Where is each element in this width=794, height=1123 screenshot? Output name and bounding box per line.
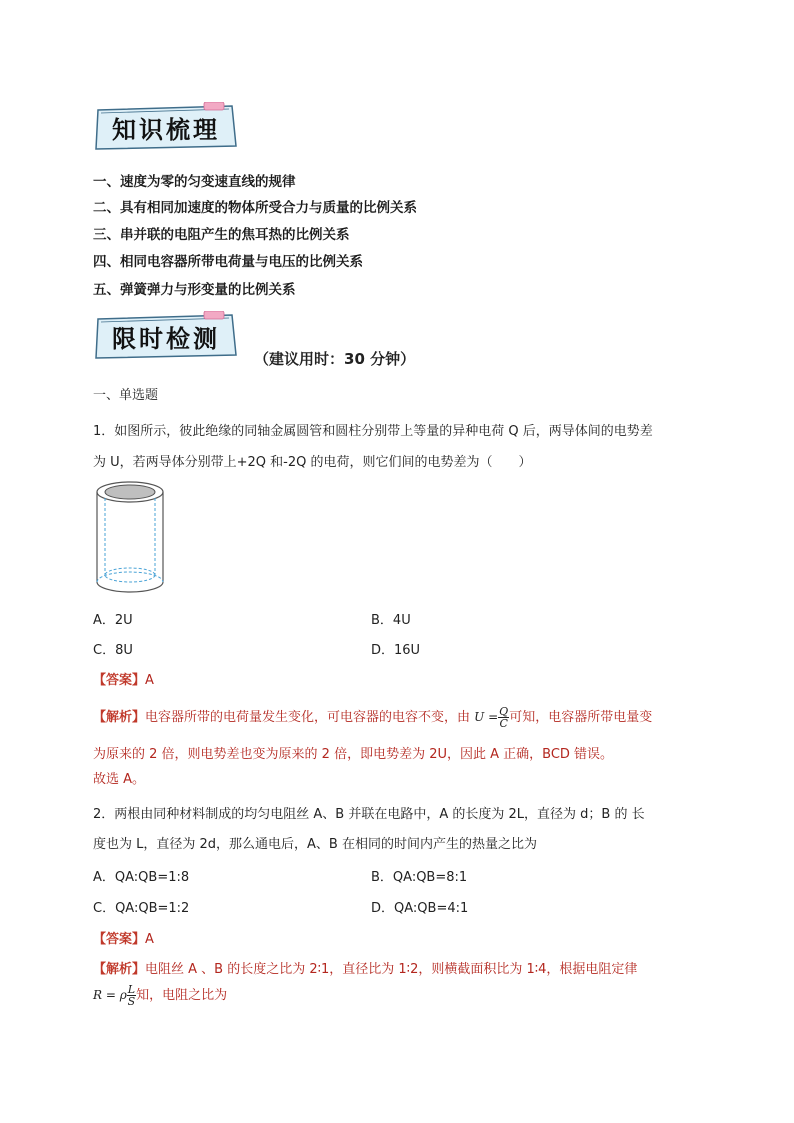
q2-answer	[93, 928, 154, 947]
analysis-text: 可知，电容器所带电量变	[509, 710, 653, 725]
formula-lhs: U =	[474, 710, 499, 724]
q2-option-a: A．QA:QB=1:8	[93, 870, 190, 885]
banner-title: 限时检测	[112, 324, 220, 353]
section-banner-knowledge	[92, 102, 238, 152]
q1-analysis-line2: 为原来的 2 倍，则电势差也变为原来的 2 倍，即电势差为 2U，因此 A 正确，BCD 错误。	[93, 747, 614, 762]
outline-item-1: 一、速度为零的匀变速直线的规律	[93, 174, 296, 190]
q2-analysis-line1	[93, 958, 637, 977]
outline-item-2: 二、具有相同加速度的物体所受合力与质量的比例关系	[93, 200, 417, 216]
coaxial-cylinder-figure	[92, 478, 172, 596]
q1-stem-line2: 为 U，若两导体分别带上+2Q 和-2Q 的电荷，则它们间的电势差为（ ）	[93, 455, 532, 470]
q1-option-a: A．2U	[93, 613, 133, 628]
q1-option-c: C．8U	[93, 643, 133, 658]
outline-item-4: 四、相同电容器所带电荷量与电压的比例关系	[93, 254, 363, 270]
formula-fraction	[498, 706, 509, 729]
outline-item-3: 三、串并联的电阻产生的焦耳热的比例关系	[93, 227, 350, 243]
section-banner-test	[92, 311, 238, 361]
q2-option-d: D．QA:QB=4:1	[371, 901, 469, 916]
q1-option-d: D．16U	[371, 643, 421, 658]
part-title: 一、单选题	[93, 388, 159, 403]
q2-option-b: B．QA:QB=8:1	[371, 870, 468, 885]
fraction-numerator: L	[127, 983, 136, 996]
analysis-label: 【解析】	[93, 710, 146, 725]
analysis-text: 电容器所带的电荷量发生变化，可电容器的电容不变，由	[145, 710, 471, 725]
formula-fraction	[127, 984, 136, 1007]
outline-item-5: 五、弹簧弹力与形变量的比例关系	[93, 282, 296, 298]
fraction-numerator: Q	[499, 705, 509, 718]
q1-analysis-line3: 故选 A。	[93, 772, 146, 787]
q2-analysis-line2	[93, 984, 227, 1007]
analysis-label: 【解析】	[93, 962, 146, 977]
q2-stem-line2: 度也为 L，直径为 2d，那么通电后，A、B 在相同的时间内产生的热量之比为	[93, 837, 537, 852]
answer-label: 【答案】	[93, 932, 146, 947]
q2-option-c: C．QA:QB=1:2	[93, 901, 190, 916]
q2-stem-line1: 2．两根由同种材料制成的均匀电阻丝 A、B 并联在电路中，A 的长度为 2L，直径为 d；B 的 长	[93, 807, 645, 822]
fraction-denominator: S	[127, 995, 136, 1008]
q1-option-b: B．4U	[371, 613, 411, 628]
formula-lhs: R = ρ	[93, 988, 127, 1002]
answer-value: A	[145, 932, 154, 947]
q1-answer	[93, 669, 154, 688]
q1-analysis-line1	[93, 706, 652, 729]
answer-value: A	[145, 673, 154, 688]
analysis-text: 知，电阻之比为	[136, 988, 228, 1003]
q1-stem-line1: 1．如图所示，彼此绝缘的同轴金属圆管和圆柱分别带上等量的异种电荷 Q 后，两导体间的电势差	[93, 424, 653, 439]
analysis-text: 电阻丝 A 、B 的长度之比为 2∶1，直径比为 1∶2，则横截面积比为 1∶4，根据电阻定律	[145, 962, 638, 977]
answer-label: 【答案】	[93, 673, 146, 688]
fraction-denominator: C	[499, 717, 508, 730]
suggested-time: （建议用时：30 分钟）	[254, 350, 416, 368]
banner-title: 知识梳理	[112, 115, 220, 144]
